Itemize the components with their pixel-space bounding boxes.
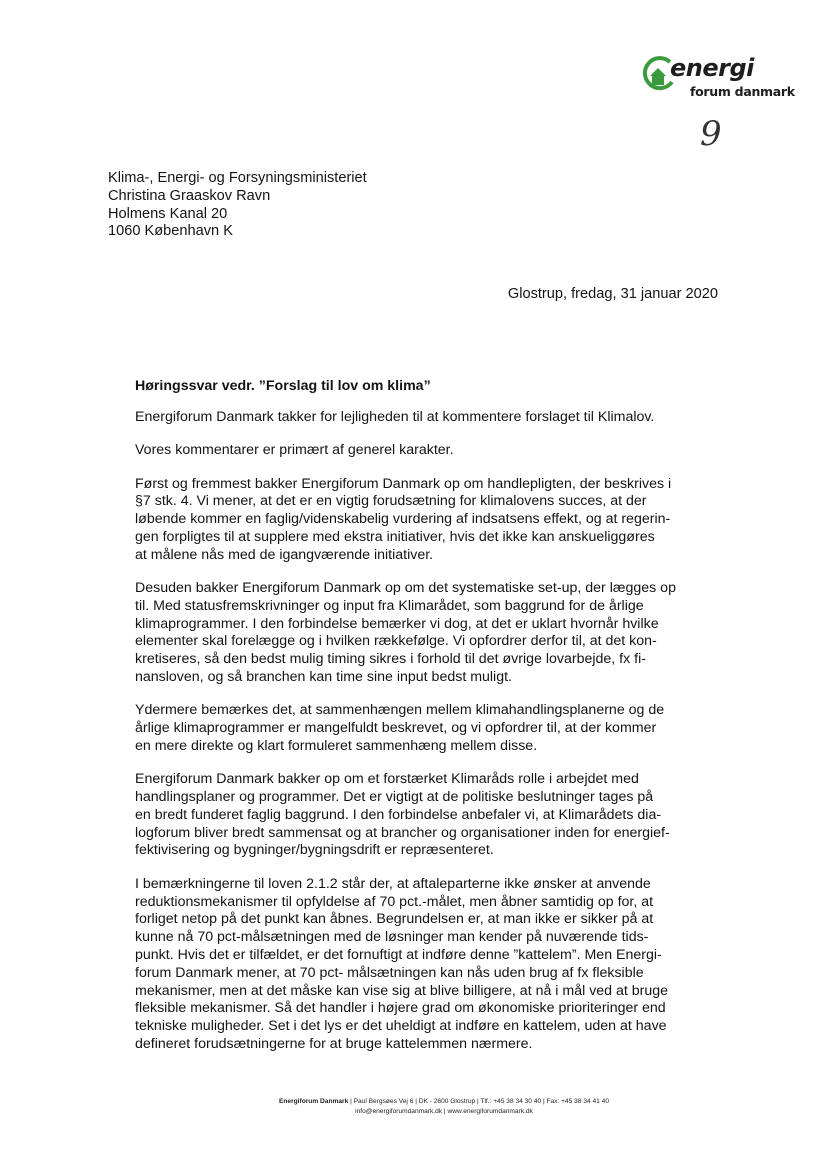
- body-line: Først og fremmest bakker Energiforum Danmark op om handlepligten, der beskrives i: [135, 475, 672, 492]
- body-paragraph: [135, 702, 715, 755]
- body-line: forum Danmark mener, at 70 pct- målsætningen kan nås uden brug af fx fleksible: [135, 964, 644, 981]
- body-paragraph: [135, 409, 715, 427]
- body-line: handlingsplaner og programmer. Det er vigtigt at de politiske beslutninger tages på: [135, 789, 654, 806]
- body-line: fektivisering og bygninger/bygningsdrift er repræsenteret.: [135, 842, 494, 859]
- body-line: forliget netop på det punkt kan åbnes. Begrundelsen er, at man ikke er sikker på at: [135, 911, 654, 928]
- body-line: elementer skal forelægge og i hvilken rækkefølge. Vi opfordrer derfor til, at det kon-: [135, 633, 657, 650]
- subject-heading: Høringssvar vedr. ”Forslag til lov om klima”: [135, 378, 431, 394]
- body-line: §7 stk. 4. Vi mener, at det er en vigtig forudsætning for klimalovens succes, at der: [135, 493, 647, 510]
- body-line: at målene nås med de igangværende initiativer.: [135, 546, 434, 563]
- body-line: Desuden bakker Energiforum Danmark op om det systematiske set-up, der lægges op: [135, 580, 676, 597]
- body-paragraph: [135, 771, 715, 860]
- body-line: Ydermere bemærkes det, at sammenhængen mellem klimahandlingsplanerne og de: [135, 702, 665, 719]
- footer-contact: | Paul Bergsøes Vej 6 | DK - 2600 Glostrup | Tlf.: +45 38 34 30 40 | Fax: +45 38 34 41 40: [348, 1098, 609, 1105]
- body-line: punkt. Hvis det er tilfældet, er det fornuftigt at indføre denne ”kattelem”. Men Energi-: [135, 946, 662, 963]
- logo-subtitle: forum danmark: [690, 84, 795, 99]
- recipient-line: Klima-, Energi- og Forsyningsministeriet: [108, 170, 367, 186]
- energiforum-logo: [640, 54, 795, 104]
- body-line: Vores kommentarer er primært af generel karakter.: [135, 442, 454, 459]
- body-line: logforum bliver bredt sammensat og at brancher og organisationer inden for energief-: [135, 824, 670, 841]
- body-paragraph: [135, 442, 715, 460]
- recipient-line: Christina Graaskov Ravn: [108, 187, 271, 204]
- body-paragraph: [135, 476, 715, 565]
- body-line: tekniske muligheder. Set i det lys er det uheldigt at indføre en kattelem, uden at have: [135, 1018, 667, 1035]
- handwritten-page-number: 9: [700, 114, 722, 154]
- body-line: en mere direkte og klart formuleret sammenhæng mellem disse.: [135, 737, 538, 754]
- body-paragraph: [135, 580, 715, 687]
- body-line: løbende kommer en faglig/videnskabelig vurdering af indsatsens effekt, og at regerin-: [135, 511, 671, 528]
- body-paragraph: [135, 876, 715, 1054]
- body-line: en bredt funderet faglig baggrund. I den forbindelse anbefaler vi, at Klimarådets dia-: [135, 806, 662, 823]
- body-line: nansloven, og så branchen kan time sine input bedst muligt.: [135, 669, 512, 686]
- body-line: kunne nå 70 pct-målsætningen med de løsninger man kender på nuværende tids-: [135, 929, 649, 946]
- footer-line-2: info@energiforumdanmark.dk | www.energiforumdanmark.dk: [355, 1108, 533, 1115]
- body-line: årlige klimaprogrammer er mangelfuldt beskrevet, og vi opfordrer til, at der kommer: [135, 720, 657, 737]
- recipient-line: Holmens Kanal 20: [108, 205, 228, 222]
- body-line: fleksible mekanismer. Så det handler i højere grad om økonomiske prioriteringer end: [135, 1000, 666, 1017]
- letter-body: [135, 409, 715, 1069]
- date-line: Glostrup, fredag, 31 januar 2020: [507, 286, 718, 302]
- body-line: klimaprogrammer. I den forbindelse bemærker vi dog, at det er uklart hvornår hvilke: [135, 615, 659, 632]
- logo-word: energi: [670, 54, 754, 82]
- body-line: kretiseres, så den bedst mulig timing sikres i forhold til det øvrige lovarbejde, fx fi-: [135, 651, 646, 668]
- body-line: defineret forudsætningerne for at bruge kattelemmen nærmere.: [135, 1035, 533, 1052]
- footer: [0, 1097, 828, 1117]
- body-line: mekanismer, men at det måske kan vise sig at blive billigere, at nå i mål ved at bruge: [135, 982, 669, 999]
- body-line: I bemærkningerne til loven 2.1.2 står der, at aftaleparterne ikke ønsker at anvende: [135, 875, 651, 892]
- body-line: gen forpligtes til at supplere med ekstra initiativer, hvis det ikke kan anskueliggøres: [135, 528, 655, 545]
- recipient-line: 1060 København K: [108, 223, 233, 240]
- footer-line-1: [60, 1097, 828, 1107]
- body-line: til. Med statusfremskrivninger og input fra Klimarådet, som baggrund for de årlige: [135, 597, 644, 614]
- body-line: Energiforum Danmark bakker op om et forstærket Klimaråds rolle i arbejdet med: [135, 771, 639, 788]
- recipient-address: [108, 170, 367, 241]
- footer-org: Energiforum Danmark: [278, 1098, 349, 1105]
- body-line: reduktionsmekanismer til opfyldelse af 70 pct.-målet, men åbner samtidig op for, at: [135, 893, 654, 910]
- body-line: Energiforum Danmark takker for lejligheden til at kommentere forslaget til Klimalov.: [135, 409, 655, 425]
